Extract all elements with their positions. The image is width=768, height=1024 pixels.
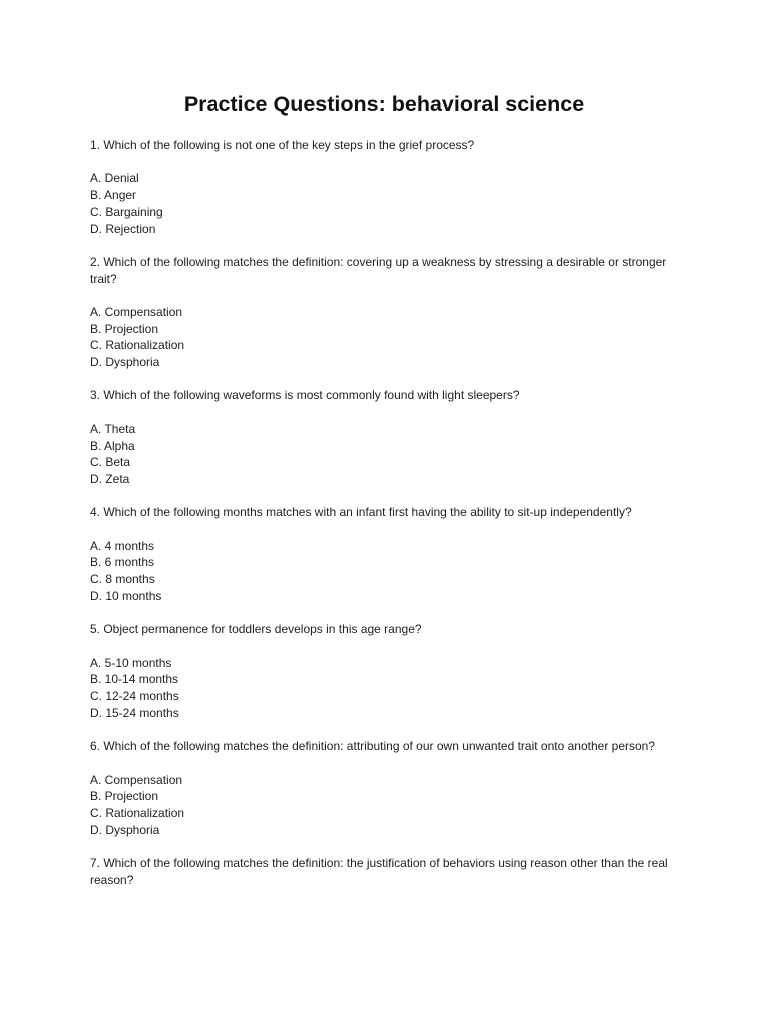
- answer-option: A. Compensation: [90, 304, 183, 319]
- question-block: [90, 504, 680, 621]
- answer-option: C. Rationalization: [90, 805, 185, 820]
- question-block: [90, 254, 680, 388]
- answer-options: [90, 538, 680, 605]
- answer-option: D. 10 months: [90, 588, 162, 603]
- answer-option: A. Compensation: [90, 772, 183, 787]
- answer-option: A. 4 months: [90, 538, 155, 553]
- answer-option: D. Dysphoria: [90, 822, 160, 837]
- answer-option: B. Alpha: [90, 438, 135, 453]
- question-block: [90, 621, 680, 738]
- answer-option: B. 6 months: [90, 555, 155, 570]
- question-block: [90, 387, 680, 504]
- answer-options: [90, 655, 680, 722]
- answer-options: [90, 421, 680, 488]
- answer-option: A. Denial: [90, 171, 139, 186]
- question-text: 5. Object permanence for toddlers develops in this age range?: [90, 622, 422, 637]
- answer-option: A. Theta: [90, 421, 136, 436]
- answer-option: D. Zeta: [90, 471, 130, 486]
- question-text: 7. Which of the following matches the definition: the justification of behaviors using reason other than the real reason?: [90, 856, 668, 887]
- answer-option: B. 10-14 months: [90, 672, 179, 687]
- question-text: 3. Which of the following waveforms is most commonly found with light sleepers?: [90, 388, 520, 403]
- answer-option: D. Rejection: [90, 221, 156, 236]
- question-block: [90, 738, 680, 855]
- page-title: Practice Questions: behavioral science: [183, 92, 585, 116]
- answer-option: D. Dysphoria: [90, 355, 160, 370]
- question-text: 6. Which of the following matches the definition: attributing of our own unwanted trait onto another person?: [90, 739, 656, 754]
- question-text: 2. Which of the following matches the definition: covering up a weakness by stressing a desirable or stronger trait?: [90, 254, 667, 286]
- question-list: [90, 137, 680, 888]
- question-text: 1. Which of the following is not one of the key steps in the grief process?: [90, 138, 475, 152]
- answer-option: B. Anger: [90, 188, 137, 203]
- answer-option: B. Projection: [90, 321, 159, 336]
- answer-options: [90, 772, 680, 839]
- answer-option: C. Bargaining: [90, 204, 163, 219]
- answer-option: C. Rationalization: [90, 338, 185, 353]
- question-block: [90, 855, 680, 888]
- question-text: 4. Which of the following months matches with an infant first having the ability to sit-up independently?: [90, 505, 632, 520]
- answer-options: [90, 170, 680, 237]
- answer-options: [90, 304, 680, 371]
- question-block: [90, 137, 680, 254]
- answer-option: C. Beta: [90, 455, 131, 470]
- answer-option: A. 5-10 months: [90, 655, 172, 670]
- answer-option: C. 8 months: [90, 572, 155, 587]
- answer-option: C. 12-24 months: [90, 689, 179, 704]
- answer-option: D. 15-24 months: [90, 705, 179, 720]
- answer-option: B. Projection: [90, 789, 159, 804]
